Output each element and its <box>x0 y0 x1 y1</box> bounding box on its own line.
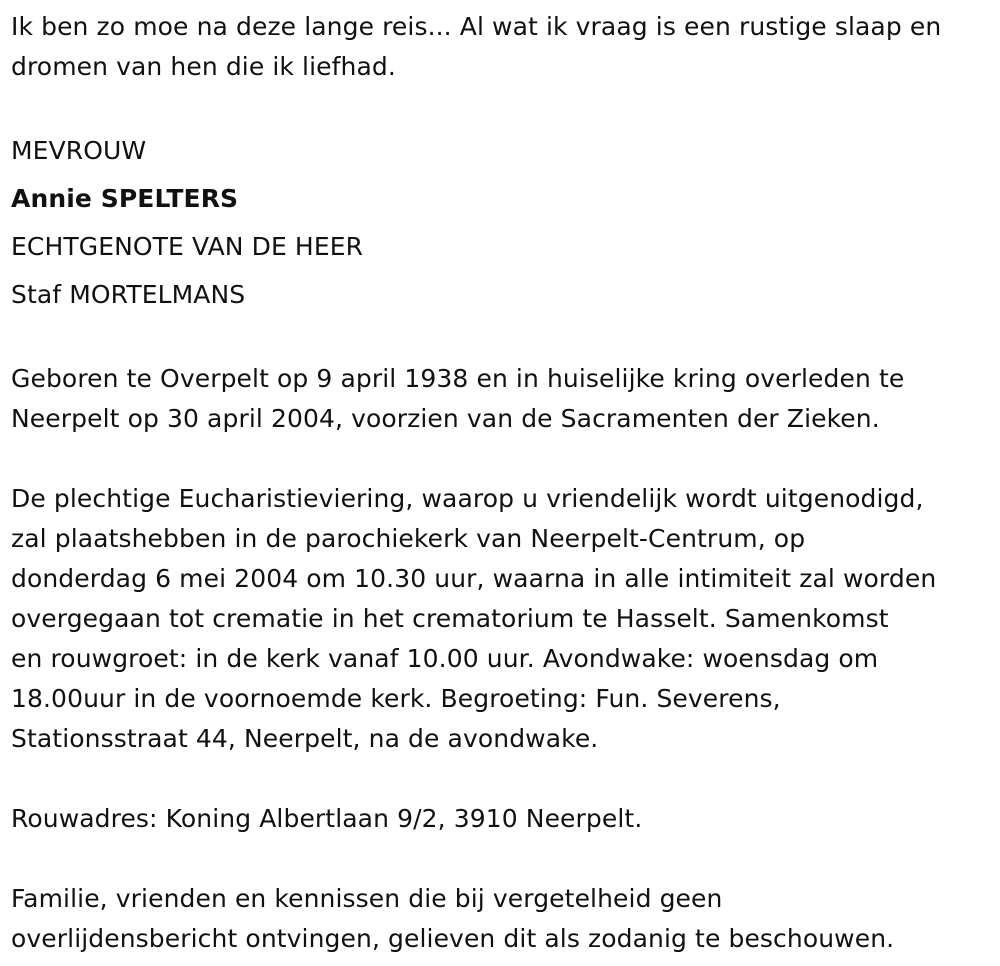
paragraph-gap <box>11 319 1000 359</box>
ceremony-paragraph <box>11 479 1000 759</box>
mourning-address <box>11 799 1000 839</box>
spouse-name: Staf MORTELMANS <box>11 280 246 309</box>
deceased-title: MEVROUW <box>11 136 147 165</box>
ceremony-line: overgegaan tot crematie in het crematorium te Hasselt. Samenkomst <box>11 604 889 633</box>
birth-death-paragraph <box>11 359 1000 439</box>
closing-line: overlijdensbericht ontvingen, gelieven dit als zodanig te beschouwen. <box>11 924 895 953</box>
intro-quote-line: dromen van hen die ik liefhad. <box>11 52 396 81</box>
mourning-address-line: Rouwadres: Koning Albertlaan 9/2, 3910 Neerpelt. <box>11 804 643 833</box>
paragraph-gap <box>11 759 1000 799</box>
birth-death-line: Geboren te Overpelt op 9 april 1938 en in huiselijke kring overleden te <box>11 364 905 393</box>
intro-quote-line: Ik ben zo moe na deze lange reis... Al wat ik vraag is een rustige slaap en <box>11 12 942 41</box>
ceremony-line: 18.00uur in de voornoemde kerk. Begroeting: Fun. Severens, <box>11 684 781 713</box>
ceremony-line: en rouwgroet: in de kerk vanaf 10.00 uur. Avondwake: woensdag om <box>11 644 879 673</box>
deceased-name: Annie SPELTERS <box>11 184 239 213</box>
paragraph-gap <box>11 839 1000 879</box>
paragraph-gap <box>11 87 1000 127</box>
paragraph-gap <box>11 439 1000 479</box>
ceremony-line: Stationsstraat 44, Neerpelt, na de avondwake. <box>11 724 599 753</box>
deceased-block <box>11 127 1000 319</box>
closing-line: Familie, vrienden en kennissen die bij vergetelheid geen <box>11 884 723 913</box>
birth-death-line: Neerpelt op 30 april 2004, voorzien van de Sacramenten der Zieken. <box>11 404 880 433</box>
intro-quote <box>11 7 1000 87</box>
closing-paragraph <box>11 879 1000 959</box>
ceremony-line: De plechtige Eucharistieviering, waarop u vriendelijk wordt uitgenodigd, <box>11 484 924 513</box>
ceremony-line: donderdag 6 mei 2004 om 10.30 uur, waarna in alle intimiteit zal worden <box>11 564 937 593</box>
deceased-relation: ECHTGENOTE VAN DE HEER <box>11 232 364 261</box>
ceremony-line: zal plaatshebben in de parochiekerk van Neerpelt-Centrum, op <box>11 524 806 553</box>
